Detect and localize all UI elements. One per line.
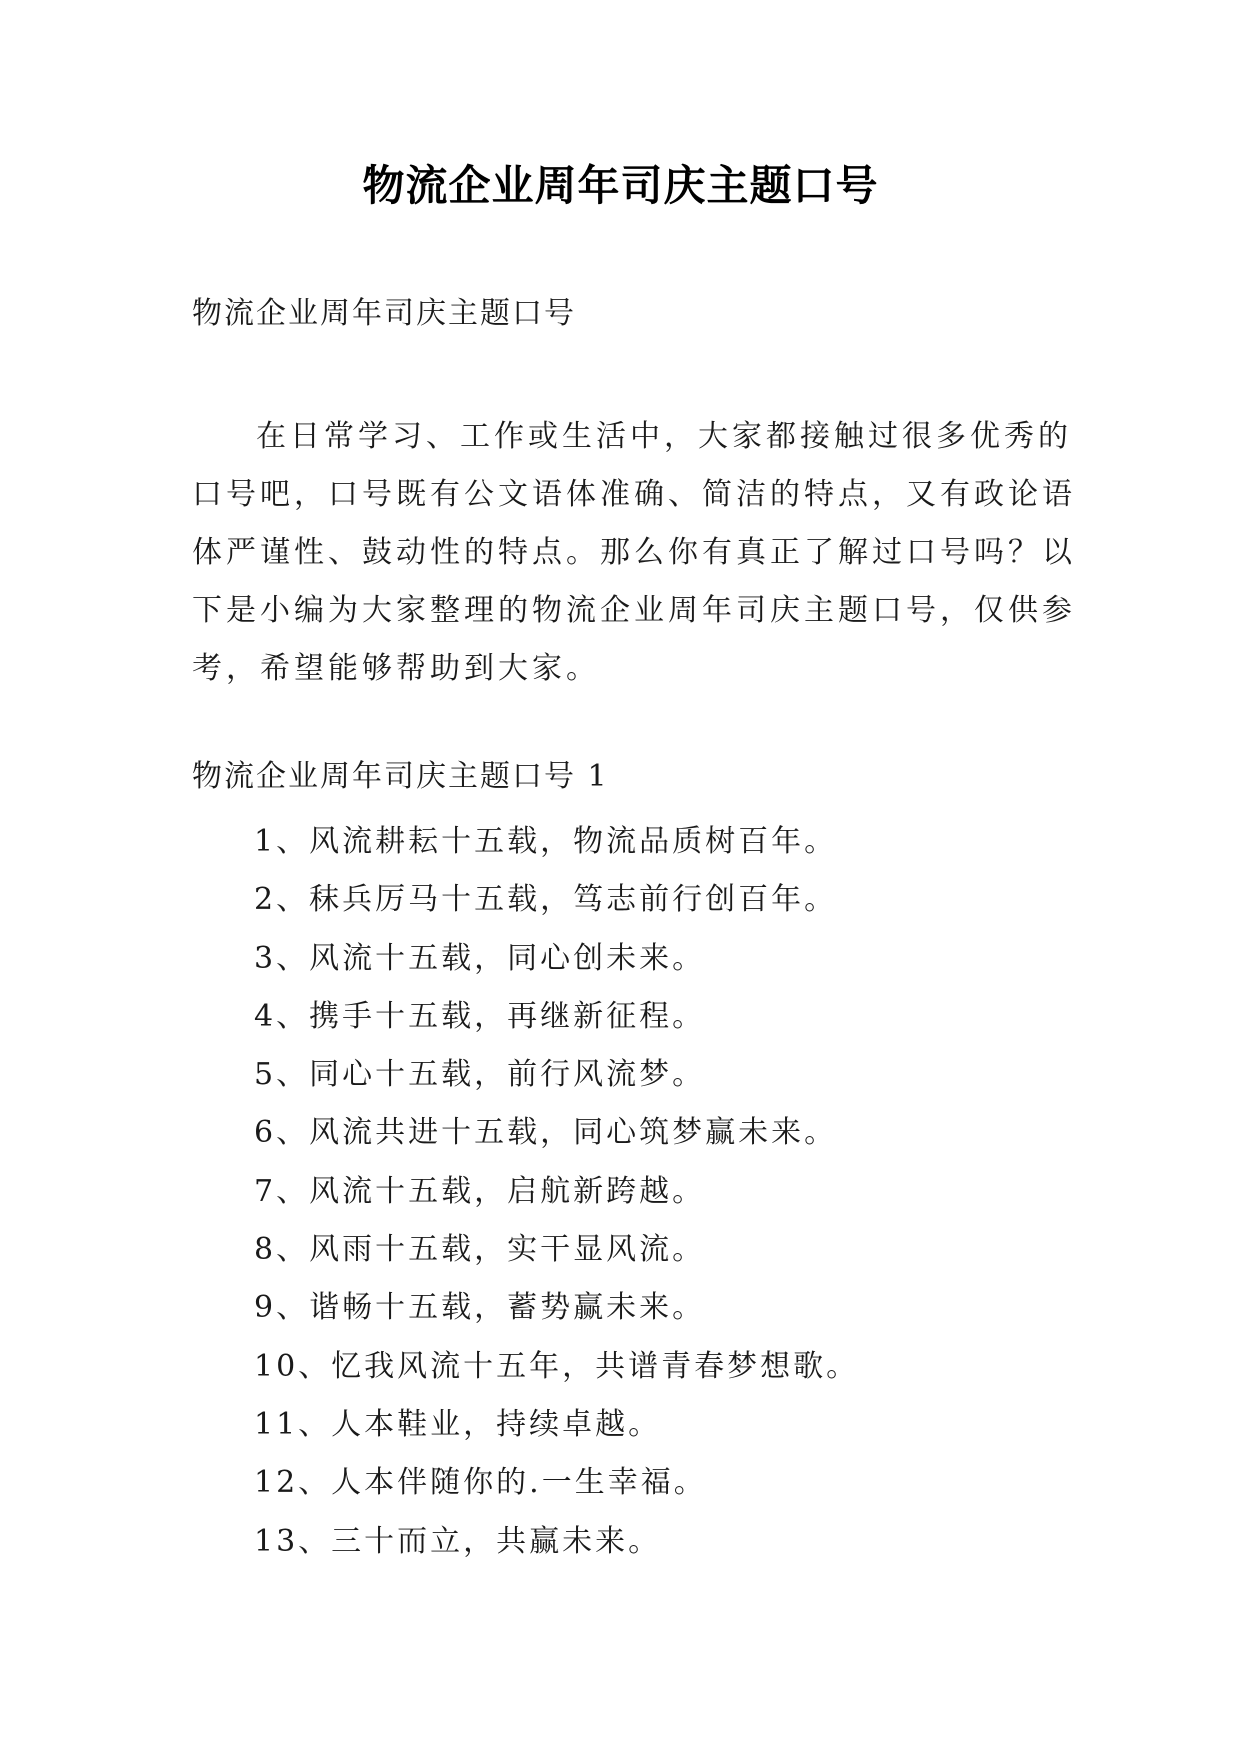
slogan-item: 6、风流共进十五载，同心筑梦赢未来。 [254, 1115, 838, 1151]
intro-line: 下是小编为大家整理的物流企业周年司庆主题口号，仅供参 [192, 593, 1076, 628]
document-subtitle: 物流企业周年司庆主题口号 [192, 296, 576, 331]
slogan-item: 7、风流十五载，启航新跨越。 [254, 1173, 706, 1209]
section-heading: 物流企业周年司庆主题口号 1 [192, 759, 609, 794]
intro-line: 体严谨性、鼓动性的特点。那么你有真正了解过口号吗？以 [192, 535, 1076, 570]
slogan-item: 3、风流十五载，同心创未来。 [254, 940, 706, 976]
slogan-item: 5、同心十五载，前行风流梦。 [254, 1057, 706, 1093]
slogan-item: 4、携手十五载，再继新征程。 [254, 998, 706, 1034]
slogan-item: 9、谐畅十五载，蓄势赢未来。 [254, 1290, 706, 1326]
intro-line: 口号吧，口号既有公文语体准确、简洁的特点，又有政论语 [192, 477, 1076, 512]
slogan-item: 8、风雨十五载，实干显风流。 [254, 1232, 706, 1268]
slogan-item: 1、风流耕耘十五载，物流品质树百年。 [254, 824, 838, 859]
slogan-item: 2、秣兵厉马十五载，笃志前行创百年。 [254, 882, 838, 918]
slogan-item: 13、三十而立，共赢未来。 [254, 1523, 662, 1559]
document-title: 物流企业周年司庆主题口号 [362, 161, 879, 210]
slogan-item: 12、人本伴随你的.一生幸福。 [254, 1465, 707, 1501]
slogan-list [254, 813, 859, 1571]
intro-paragraph [192, 408, 1076, 698]
intro-line: 在日常学习、工作或生活中，大家都接触过很多优秀的 [256, 419, 1072, 454]
slogan-item: 10、忆我风流十五年，共谱青春梦想歌。 [254, 1348, 860, 1384]
slogan-item: 11、人本鞋业，持续卓越。 [254, 1406, 662, 1442]
intro-line: 考，希望能够帮助到大家。 [192, 651, 600, 686]
